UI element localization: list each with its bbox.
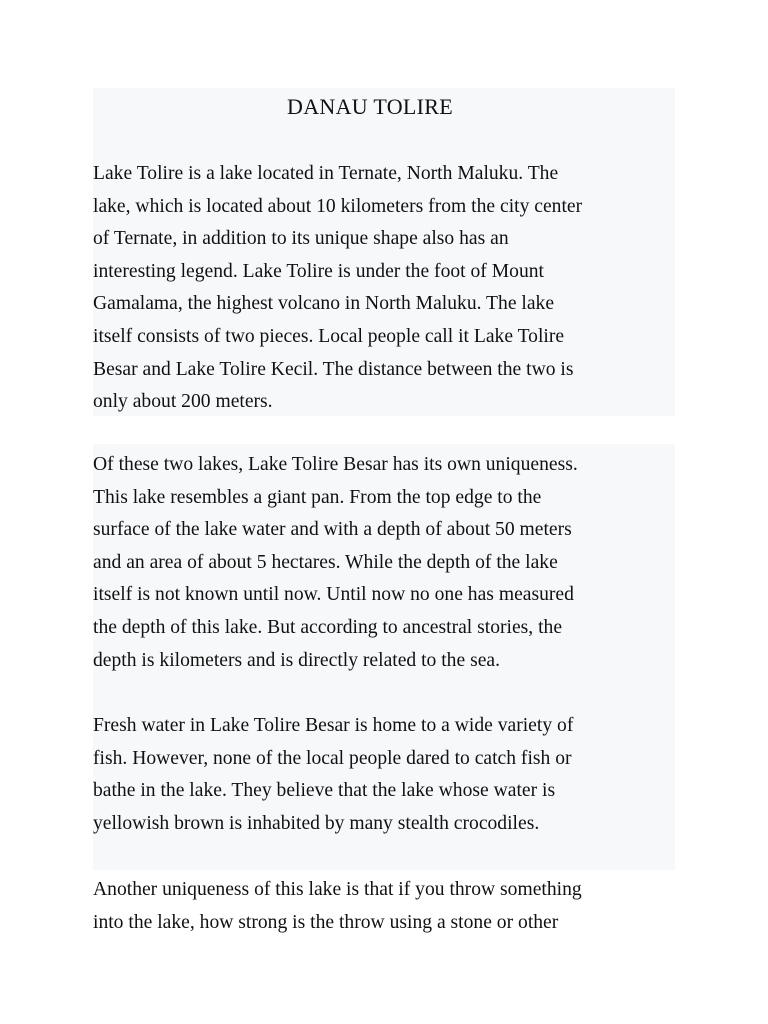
text-line: bathe in the lake. They believe that the lake whose water is [93,780,556,802]
text-line: Of these two lakes, Lake Tolire Besar has its own uniqueness. [93,454,578,475]
text-line: itself consists of two pieces. Local people call it Lake Tolire [93,325,565,347]
text-line: lake, which is located about 10 kilometers from the city center [93,195,583,217]
paragraph-1 [93,158,678,419]
text-line: of Ternate, in addition to its unique shape also has an [93,228,509,250]
text-line: only about 200 meters. [93,391,273,413]
paragraph-4 [93,874,678,939]
text-line: surface of the lake water and with a depth of about 50 meters [93,519,572,541]
text-line: and an area of about 5 hectares. While the depth of the lake [93,551,558,573]
paragraph-3 [93,710,678,840]
text-line: Gamalama, the highest volcano in North Maluku. The lake [93,293,555,315]
text-line: This lake resembles a giant pan. From the top edge to the [93,486,542,508]
text-line: depth is kilometers and is directly related to the sea. [93,649,500,671]
text-line: Lake Tolire is a lake located in Ternate, North Maluku. The [93,163,559,184]
text-line: Besar and Lake Tolire Kecil. The distance between the two is [93,358,574,380]
text-line: interesting legend. Lake Tolire is under the foot of Mount [93,260,544,282]
text-line: the depth of this lake. But according to ancestral stories, the [93,616,563,638]
text-line: into the lake, how strong is the throw using a stone or other [93,911,559,933]
paragraph-2 [93,449,678,677]
text-line: fish. However, none of the local people dared to catch fish or [93,747,572,769]
text-line: Fresh water in Lake Tolire Besar is home to a wide variety of [93,715,574,736]
text-line: itself is not known until now. Until now no one has measured [93,584,574,606]
text-line: Another uniqueness of this lake is that if you throw something [93,879,582,900]
text-line: yellowish brown is inhabited by many stealth crocodiles. [93,812,540,834]
document-title: DANAU TOLIRE [287,94,453,119]
